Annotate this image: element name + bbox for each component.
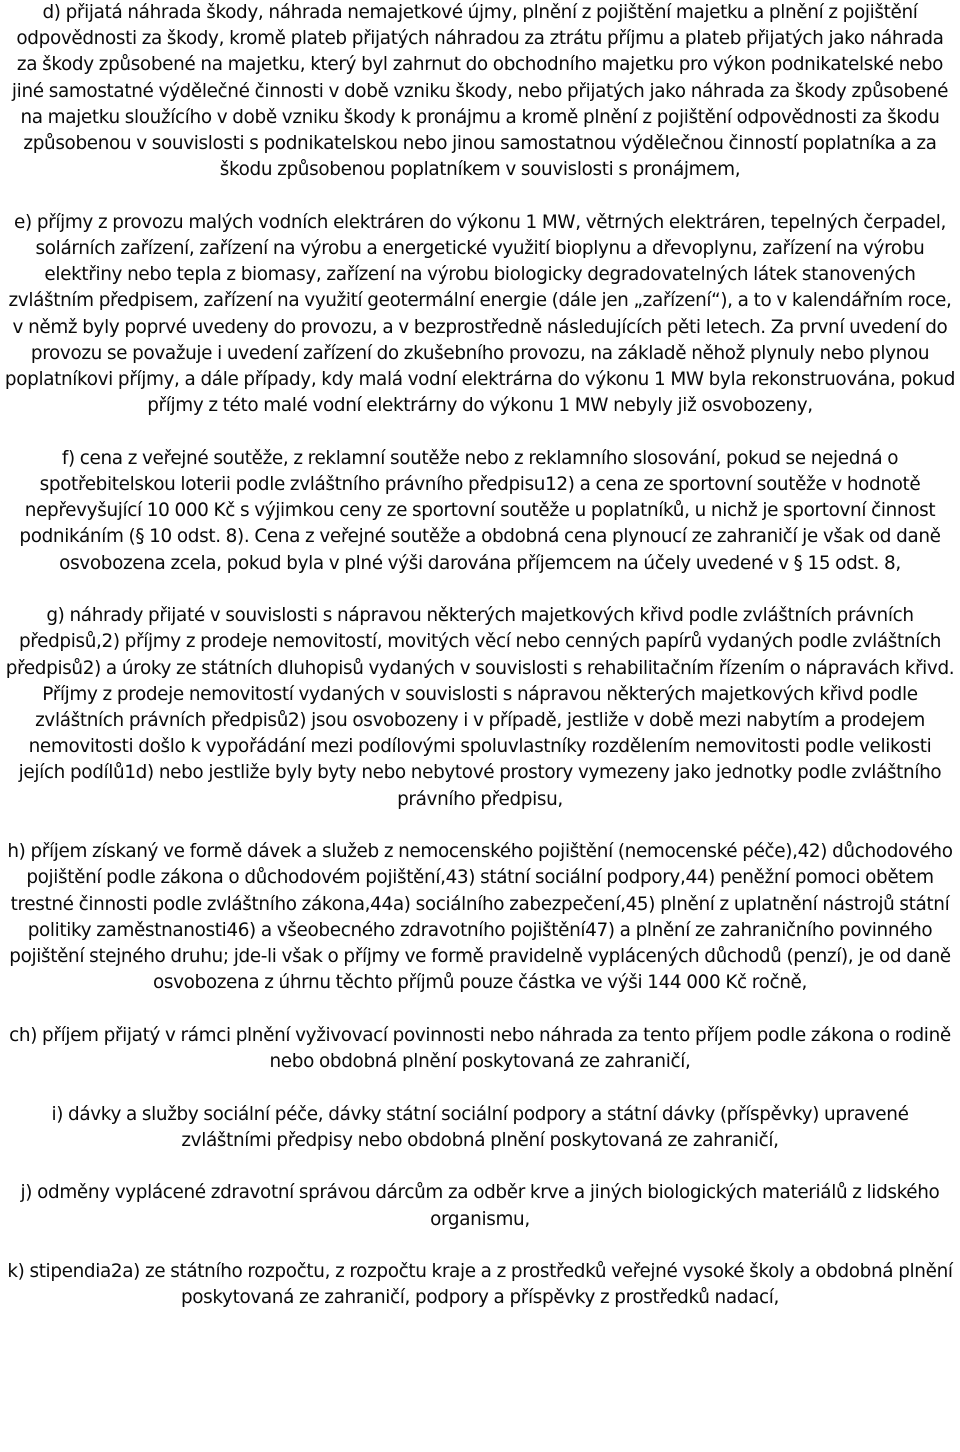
paragraph-e: e) příjmy z provozu malých vodních elektráren do výkonu 1 MW, větrných elektráren, tepelných čerpadel, solárních zařízení, zařízení na výrobu a energetické využití bioplynu a dřevoplynu, zařízení na výrobu elektřiny nebo tepla z biomasy, zařízení na výrobu biologicky degradovatelných látek stanovených zvláštním předpisem, zařízení na využití geotermální energie (dále jen „zařízení“), a to v kalendářním roce, v němž byly poprvé uvedeny do provozu, a v bezprostředně následujících pěti letech. Za první uvedení do provozu se považuje i uvedení zařízení do zkušebního provozu, na základě něhož plynuly nebo plynou poplatníkovi příjmy, a dále případy, kdy malá vodní elektrárna do výkonu 1 MW byla rekonstruována, pokud příjmy z této malé vodní elektrárny do výkonu 1 MW nebyly již osvobozeny, <box>4 211 956 417</box>
paragraph-ch: ch) příjem přijatý v rámci plnění vyživovací povinnosti nebo náhrada za tento příjem podle zákona o rodině nebo obdobná plnění poskytovaná ze zahraničí, <box>9 1024 951 1073</box>
paragraph-i: i) dávky a služby sociální péče, dávky státní sociální podpory a státní dávky (příspěvky) upravené zvláštními předpisy nebo obdobná plnění poskytovaná ze zahraničí, <box>51 1103 909 1151</box>
paragraph-f: f) cena z veřejné soutěže, z reklamní soutěže nebo z reklamního slosování, pokud se nejedná o spotřebitelskou loterii podle zvláštního právního předpisu12) a cena ze sportovní soutěže v hodnotě nepřevyšující 10 000 Kč s výjimkou ceny ze sportovní soutěže u poplatníků, u nichž je sportovní činnost podnikáním (§ 10 odst. 8). Cena z veřejné soutěže a obdobná cena plynoucí ze zahraničí je však od daně osvobozena zcela, pokud byla v plné výši darována příjemcem na účely uvedené v § 15 odst. 8, <box>19 447 941 574</box>
paragraph-g: g) náhrady přijaté v souvislosti s nápravou některých majetkových křivd podle zvláštních právních předpisů,2) příjmy z prodeje nemovitostí, movitých věcí nebo cenných papírů vydaných podle zvláštních předpisů2) a úroky ze státních dluhopisů vydaných v souvislosti s rehabilitačním řízením o nápravách křivd. Příjmy z prodeje nemovitostí vydaných v souvislosti s nápravou některých majetkových křivd podle zvláštních právních předpisů2) jsou osvobozeny i v případě, jestliže v době mezi nabytím a prodejem nemovitosti došlo k vypořádání mezi podílovými spoluvlastníky rozdělením nemovitosti podle velikosti jejích podílů1d) nebo jestliže byly byty nebo nebytové prostory vymezeny jako jednotky podle zvláštního právního předpisu, <box>5 605 955 810</box>
paragraph-h: h) příjem získaný ve formě dávek a služeb z nemocenského pojištění (nemocenské péče),42) důchodového pojištění podle zákona o důchodovém pojištění,43) státní sociální podpory,44) peněžní pomoci obětem trestné činnosti podle zvláštního zákona,44a) sociálního zabezpečení,45) plnění z uplatnění nástrojů státní politiky zaměstnanosti46) a všeobecného zdravotního pojištění47) a plnění ze zahraničního povinného pojištění stejného druhu; jde-li však o příjmy ve formě pravidelně vyplácených důchodů (penzí), je od daně osvobozena z úhrnu těchto příjmů pouze částka ve výši 144 000 Kč ročně, <box>7 841 953 994</box>
paragraph-d: d) přijatá náhrada škody, náhrada nemajetkové újmy, plnění z pojištění majetku a plnění z pojištění odpovědnosti za škody, kromě plateb přijatých náhradou za ztrátu příjmu a plateb přijatých jako náhrada za škody způsobené na majetku, který byl zahrnut do obchodního majetku pro výkon podnikatelské nebo jiné samostatné výdělečné činnosti v době vzniku škody, nebo přijatých jako náhrada za škody způsobené na majetku sloužícího v době vzniku škody k pronájmu a kromě plnění z pojištění odpovědnosti za škodu způsobenou v souvislosti s podnikatelskou nebo jinou samostatnou výdělečnou činností poplatníka a za škodu způsobenou poplatníkem v souvislosti s pronájmem, <box>11 2 949 181</box>
paragraph-k: k) stipendia2a) ze státního rozpočtu, z rozpočtu kraje a z prostředků veřejné vysoké školy a obdobná plnění poskytovaná ze zahraničí, podpory a příspěvky z prostředků nadací, <box>7 1261 953 1309</box>
paragraph-j: j) odměny vyplácené zdravotní správou dárcům za odběr krve a jiných biologických materiálů z lidského organismu, <box>20 1182 940 1230</box>
